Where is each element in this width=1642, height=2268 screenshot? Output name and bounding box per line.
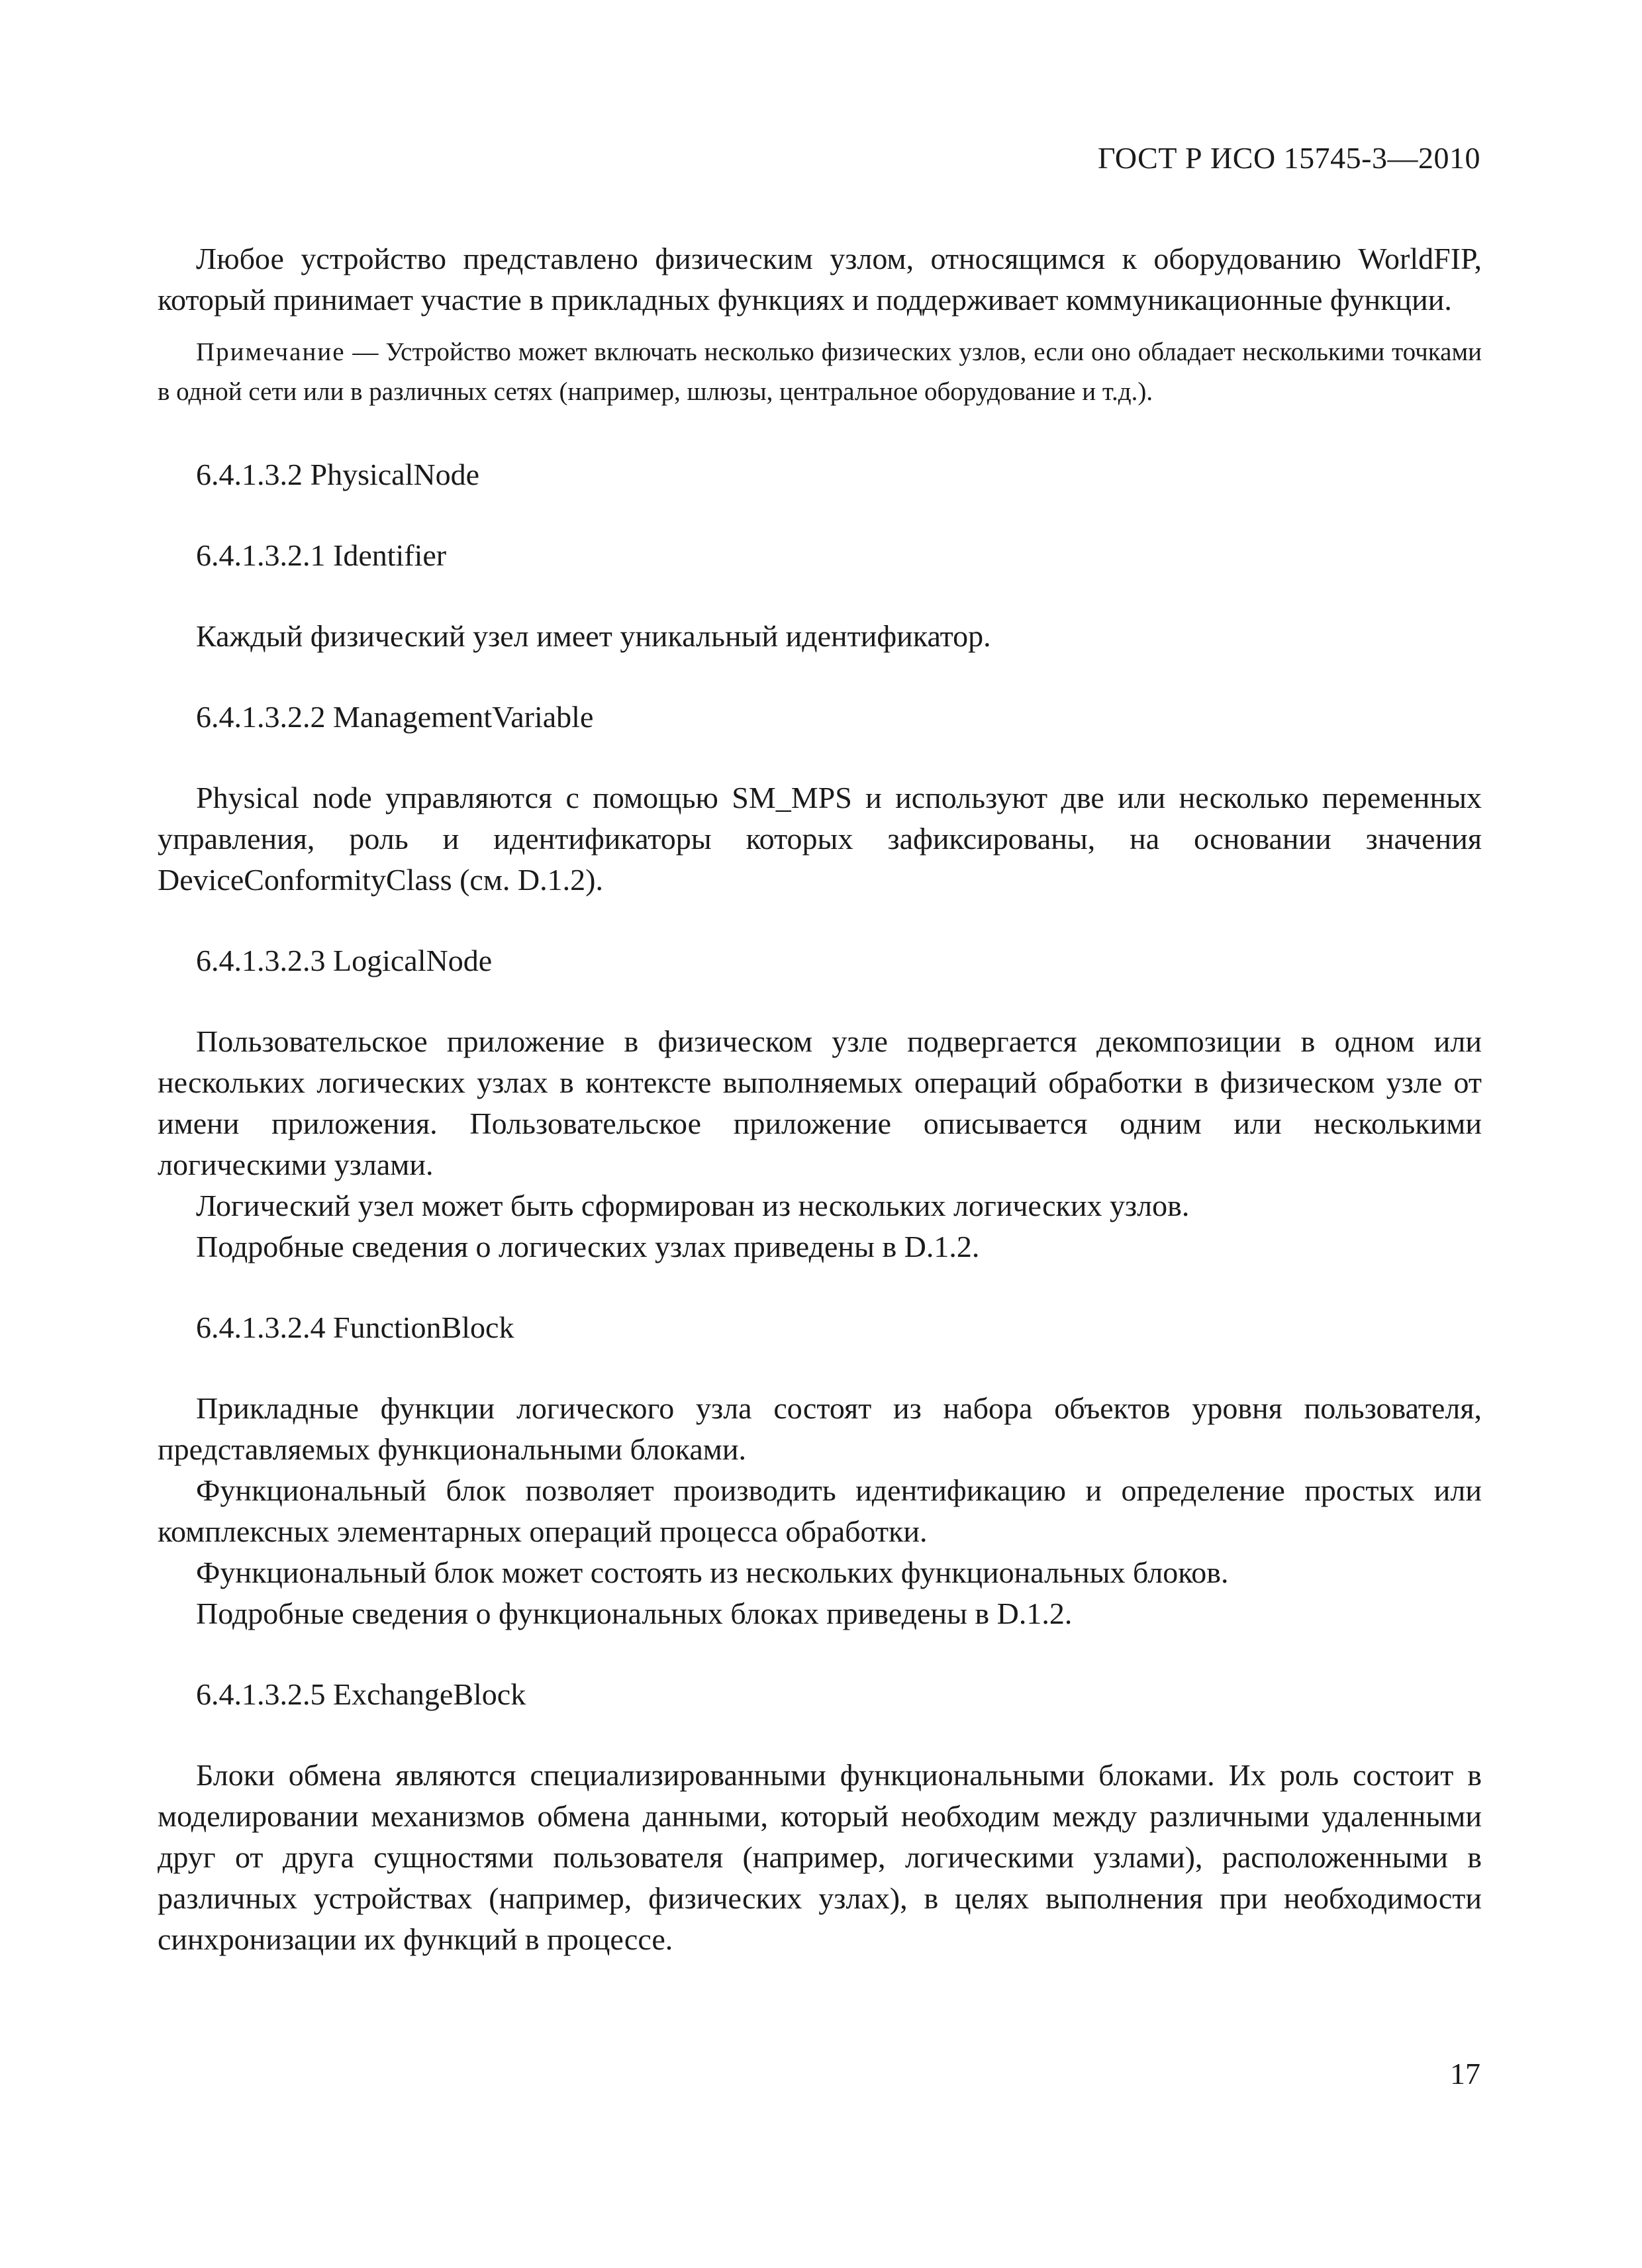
note-label: Примечание (196, 338, 346, 366)
function-block-paragraph-2: Функциональный блок позволяет производить идентификацию и определение простых или комплексных элементарных операций процесса обработки. (158, 1473, 1482, 1548)
section-heading-logical-node: 6.4.1.3.2.3 LogicalNode (196, 944, 493, 977)
logical-node-paragraph-2: Логический узел может быть сформирован из нескольких логических узлов. (196, 1189, 1190, 1222)
logical-node-paragraph-1: Пользовательское приложение в физическом узле подвергается декомпозиции в одном или нескольких логических узлах в контексте выполняемых операций обработки в физическом узле от имени приложения. Пользовательское приложение описывается одним или несколькими логическими узлами. (158, 1024, 1482, 1181)
logical-node-paragraph-3: Подробные сведения о логических узлах приведены в D.1.2. (196, 1230, 980, 1263)
identifier-paragraph: Каждый физический узел имеет уникальный идентификатор. (196, 619, 991, 653)
function-block-paragraph-1: Прикладные функции логического узла состоят из набора объектов уровня пользователя, представляемых функциональными блоками. (158, 1391, 1482, 1466)
section-heading-management-variable: 6.4.1.3.2.2 ManagementVariable (196, 700, 594, 734)
function-block-paragraph-4: Подробные сведения о функциональных блоках приведены в D.1.2. (196, 1597, 1073, 1630)
page-number: 17 (1450, 2057, 1480, 2091)
section-heading-function-block: 6.4.1.3.2.4 FunctionBlock (196, 1310, 514, 1344)
exchange-block-paragraph: Блоки обмена являются специализированными функциональными блоками. Их роль состоит в моделировании механизмов обмена данными, который необходим между различными удаленными друг от друга сущностями пользователя (например, логическими узлами), расположенными в различных устройствах (например, физических узлах), в целях выполнения при необходимости синхронизации их функций в процессе. (158, 1758, 1482, 1956)
function-block-paragraph-3: Функциональный блок может состоять из нескольких функциональных блоков. (196, 1555, 1229, 1589)
page-content (158, 238, 1482, 1960)
section-heading-physical-node: 6.4.1.3.2 PhysicalNode (196, 458, 480, 491)
note-text: — Устройство может включать несколько физических узлов, если оно обладает несколькими точками в одной сети или в различных сетях (например, шлюзы, центральное оборудование и т.д.). (158, 338, 1482, 406)
section-heading-identifier: 6.4.1.3.2.1 Identifier (196, 538, 447, 572)
note-paragraph (158, 332, 1482, 412)
standard-header: ГОСТ Р ИСО 15745-3—2010 (1097, 141, 1480, 175)
section-heading-exchange-block: 6.4.1.3.2.5 ExchangeBlock (196, 1677, 526, 1711)
intro-paragraph: Любое устройство представлено физическим узлом, относящимся к оборудованию WorldFIP, который принимает участие в прикладных функциях и поддерживает коммуникационные функции. (158, 242, 1482, 317)
management-variable-paragraph: Physical node управляются с помощью SM_MPS и используют две или несколько переменных управления, роль и идентификаторы которых зафиксированы, на основании значения DeviceConformityClass (см. D.1.2). (158, 781, 1482, 897)
